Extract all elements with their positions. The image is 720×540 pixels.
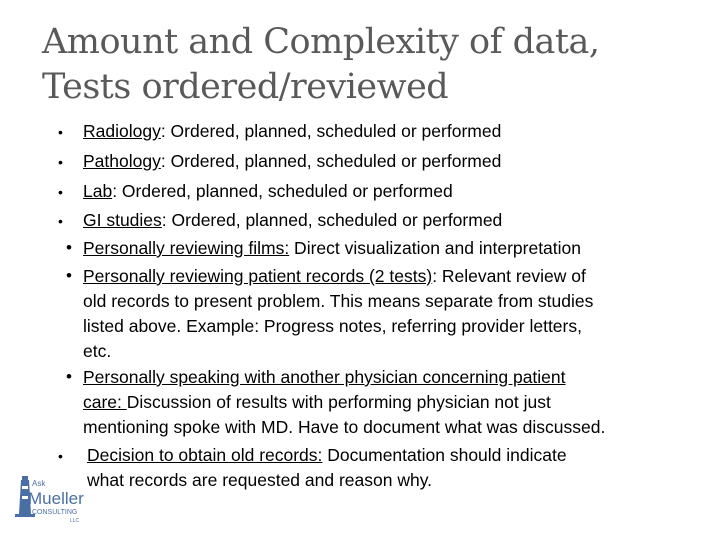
- item-text-line: mentioning spoke with MD. Have to document what was discussed.: [83, 417, 606, 437]
- item-text: Discussion of results with performing physician not just: [126, 392, 551, 412]
- logo-text-consulting: CONSULTING: [32, 509, 78, 516]
- item-heading: Lab: [83, 181, 113, 201]
- item-heading: GI studies: [83, 210, 162, 230]
- item-text: : Ordered, planned, scheduled or performed: [161, 210, 503, 230]
- item-text: Direct visualization and interpretation: [289, 238, 582, 258]
- item-text: : Ordered, planned, scheduled or performed: [160, 121, 502, 141]
- bullet-icon: •: [66, 367, 72, 386]
- company-logo: [14, 474, 89, 530]
- logo-text-llc: LLC: [70, 518, 80, 524]
- item-heading: Pathology: [83, 151, 161, 171]
- item-text: : Ordered, planned, scheduled or performed: [112, 181, 453, 201]
- item-text-line: old records to present problem. This means separate from studies: [83, 291, 594, 311]
- item-text-line: etc.: [83, 341, 112, 361]
- item-heading: Radiology: [83, 121, 161, 141]
- item-text-line: what records are requested and reason why.: [87, 470, 433, 490]
- item-text-line: listed above. Example: Progress notes, referring provider letters,: [83, 316, 582, 336]
- bullet-icon: •: [66, 266, 72, 285]
- logo-text-ask: Ask: [32, 479, 46, 488]
- bullet-icon: •: [66, 238, 72, 257]
- title-line-2: Tests ordered/reviewed: [42, 67, 449, 107]
- item-text: : Relevant review of: [432, 266, 586, 286]
- bullet-icon: •: [58, 154, 63, 170]
- bullet-icon: •: [58, 448, 63, 464]
- title-line-1: Amount and Complexity of data,: [42, 22, 600, 62]
- item-heading: Personally reviewing patient records (2 tests): [83, 266, 433, 286]
- item-heading: Decision to obtain old records:: [87, 445, 323, 465]
- item-text: Documentation should indicate: [322, 445, 567, 465]
- bullet-icon: •: [58, 124, 63, 140]
- item-heading: Personally reviewing films:: [83, 238, 290, 258]
- logo-text-name: Mueller: [28, 489, 84, 508]
- item-text: : Ordered, planned, scheduled or performed: [160, 151, 502, 171]
- item-heading-cont: care:: [83, 392, 127, 412]
- item-heading: Personally speaking with another physician concerning patient: [83, 367, 566, 387]
- bullet-icon: •: [58, 213, 63, 229]
- bullet-icon: •: [58, 184, 63, 200]
